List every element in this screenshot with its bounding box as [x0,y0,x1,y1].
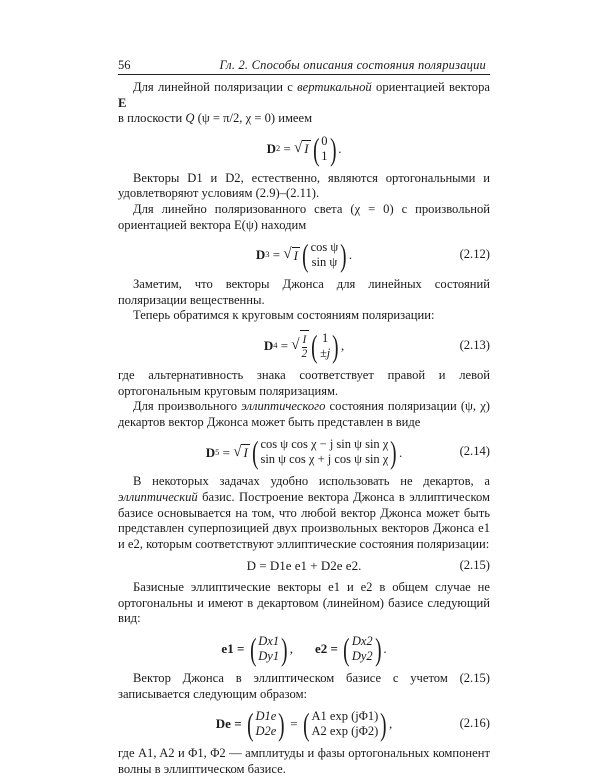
vector-D2: 0 1 [321,133,328,163]
paragraph-9: Базисные эллиптические векторы e1 и e2 в общем случае не ортогональны и имеют в декартовом (линейном) базисе следующий вид: [118,580,490,626]
emphasis-elliptic-basis: эллиптический [118,489,198,504]
equation-number-2-12: (2.12) [459,247,490,262]
equation-number-2-16: (2.16) [459,716,490,731]
equation-2-16: De = ( D1e D2e ) = ( A1 exp (jΦ1) A2 exp (jΦ2) ) , (2.16) [215,706,490,743]
page-number: 56 [118,58,131,72]
emphasis-elliptic: эллиптического [241,399,326,414]
equation-D3: D 3 = √ I ( cos ψ sin ψ ) . (2.12) [255,237,490,274]
paragraph-2: Векторы D1 и D2, естественно, являются ортогональными и удовлетворяют условиям (2.9)–(2.11). [118,170,490,201]
paragraph-5: Теперь обратимся к круговым состояниям поляризации: [133,308,435,323]
equation-number-2-14: (2.14) [459,444,490,459]
paragraph-6: где альтернативность знака соответствует правой и левой ортогональным круговым поляризациям. [118,367,490,398]
paragraph-8: В некоторых задачах удобно использовать не декартов, а эллиптический базис. Построение вектора Джонса в эллиптическом базисе основывается на том, что любой вектор Джонса может быть представлен суперпозицией двух произвольных векторов Джонса e1 и e2, которым соответствуют эллиптические состояния поляризации: [118,474,490,551]
equation-basis-vectors: e1 = ( Dx1 Dy1 ) , e2 = ( Dx2 Dy2 ) . [221,631,387,668]
equation-D5: D 5 = √ I ( cos ψ cos χ − j sin ψ sin χ sin ψ cos χ + j cos ψ sin χ ) . (2.14) [205,434,490,471]
page-header [118,56,490,75]
equation-2-15: D = D1e e1 + D2e e2. (2.15) [246,558,490,574]
paragraph-1: Для линейной поляризации с вертикальной ориентацией вектора E в плоскости Q (ψ = π/2, χ = 0) имеем [118,80,490,126]
equation-number-2-13: (2.13) [459,338,490,353]
paragraph-3: Для линейно поляризованного света (χ = 0) с произвольной ориентацией вектора E(ψ) находим [118,201,490,232]
running-title: Гл. 2. Способы описания состояния поляризации [219,58,486,72]
paragraph-10: Вектор Джонса в эллиптическом базисе с учетом (2.15) записывается следующим образом: [118,671,490,701]
paragraph-4: Заметим, что векторы Джонса для линейных состояний поляризации вещественны. [118,277,490,307]
equation-D4: D 4 = √ $\frac{I}{2}$ ( 1 ±j ) , (2.13) [263,327,490,364]
paragraph-7: Для произвольного эллиптического состояния поляризации (ψ, χ) декартов вектор Джонса может быть представлен в виде [118,399,490,429]
page-body [118,80,490,777]
paragraph-11: где A1, A2 и Φ1, Φ2 — амплитуды и фазы ортогональных компонент волны в эллиптическом базисе. [118,746,490,776]
equation-number-2-15: (2.15) [459,558,490,573]
emphasis-vertical: вертикальной [297,80,372,94]
equation-D2: D 2 = √ I ( 0 1 ) . [266,130,342,167]
